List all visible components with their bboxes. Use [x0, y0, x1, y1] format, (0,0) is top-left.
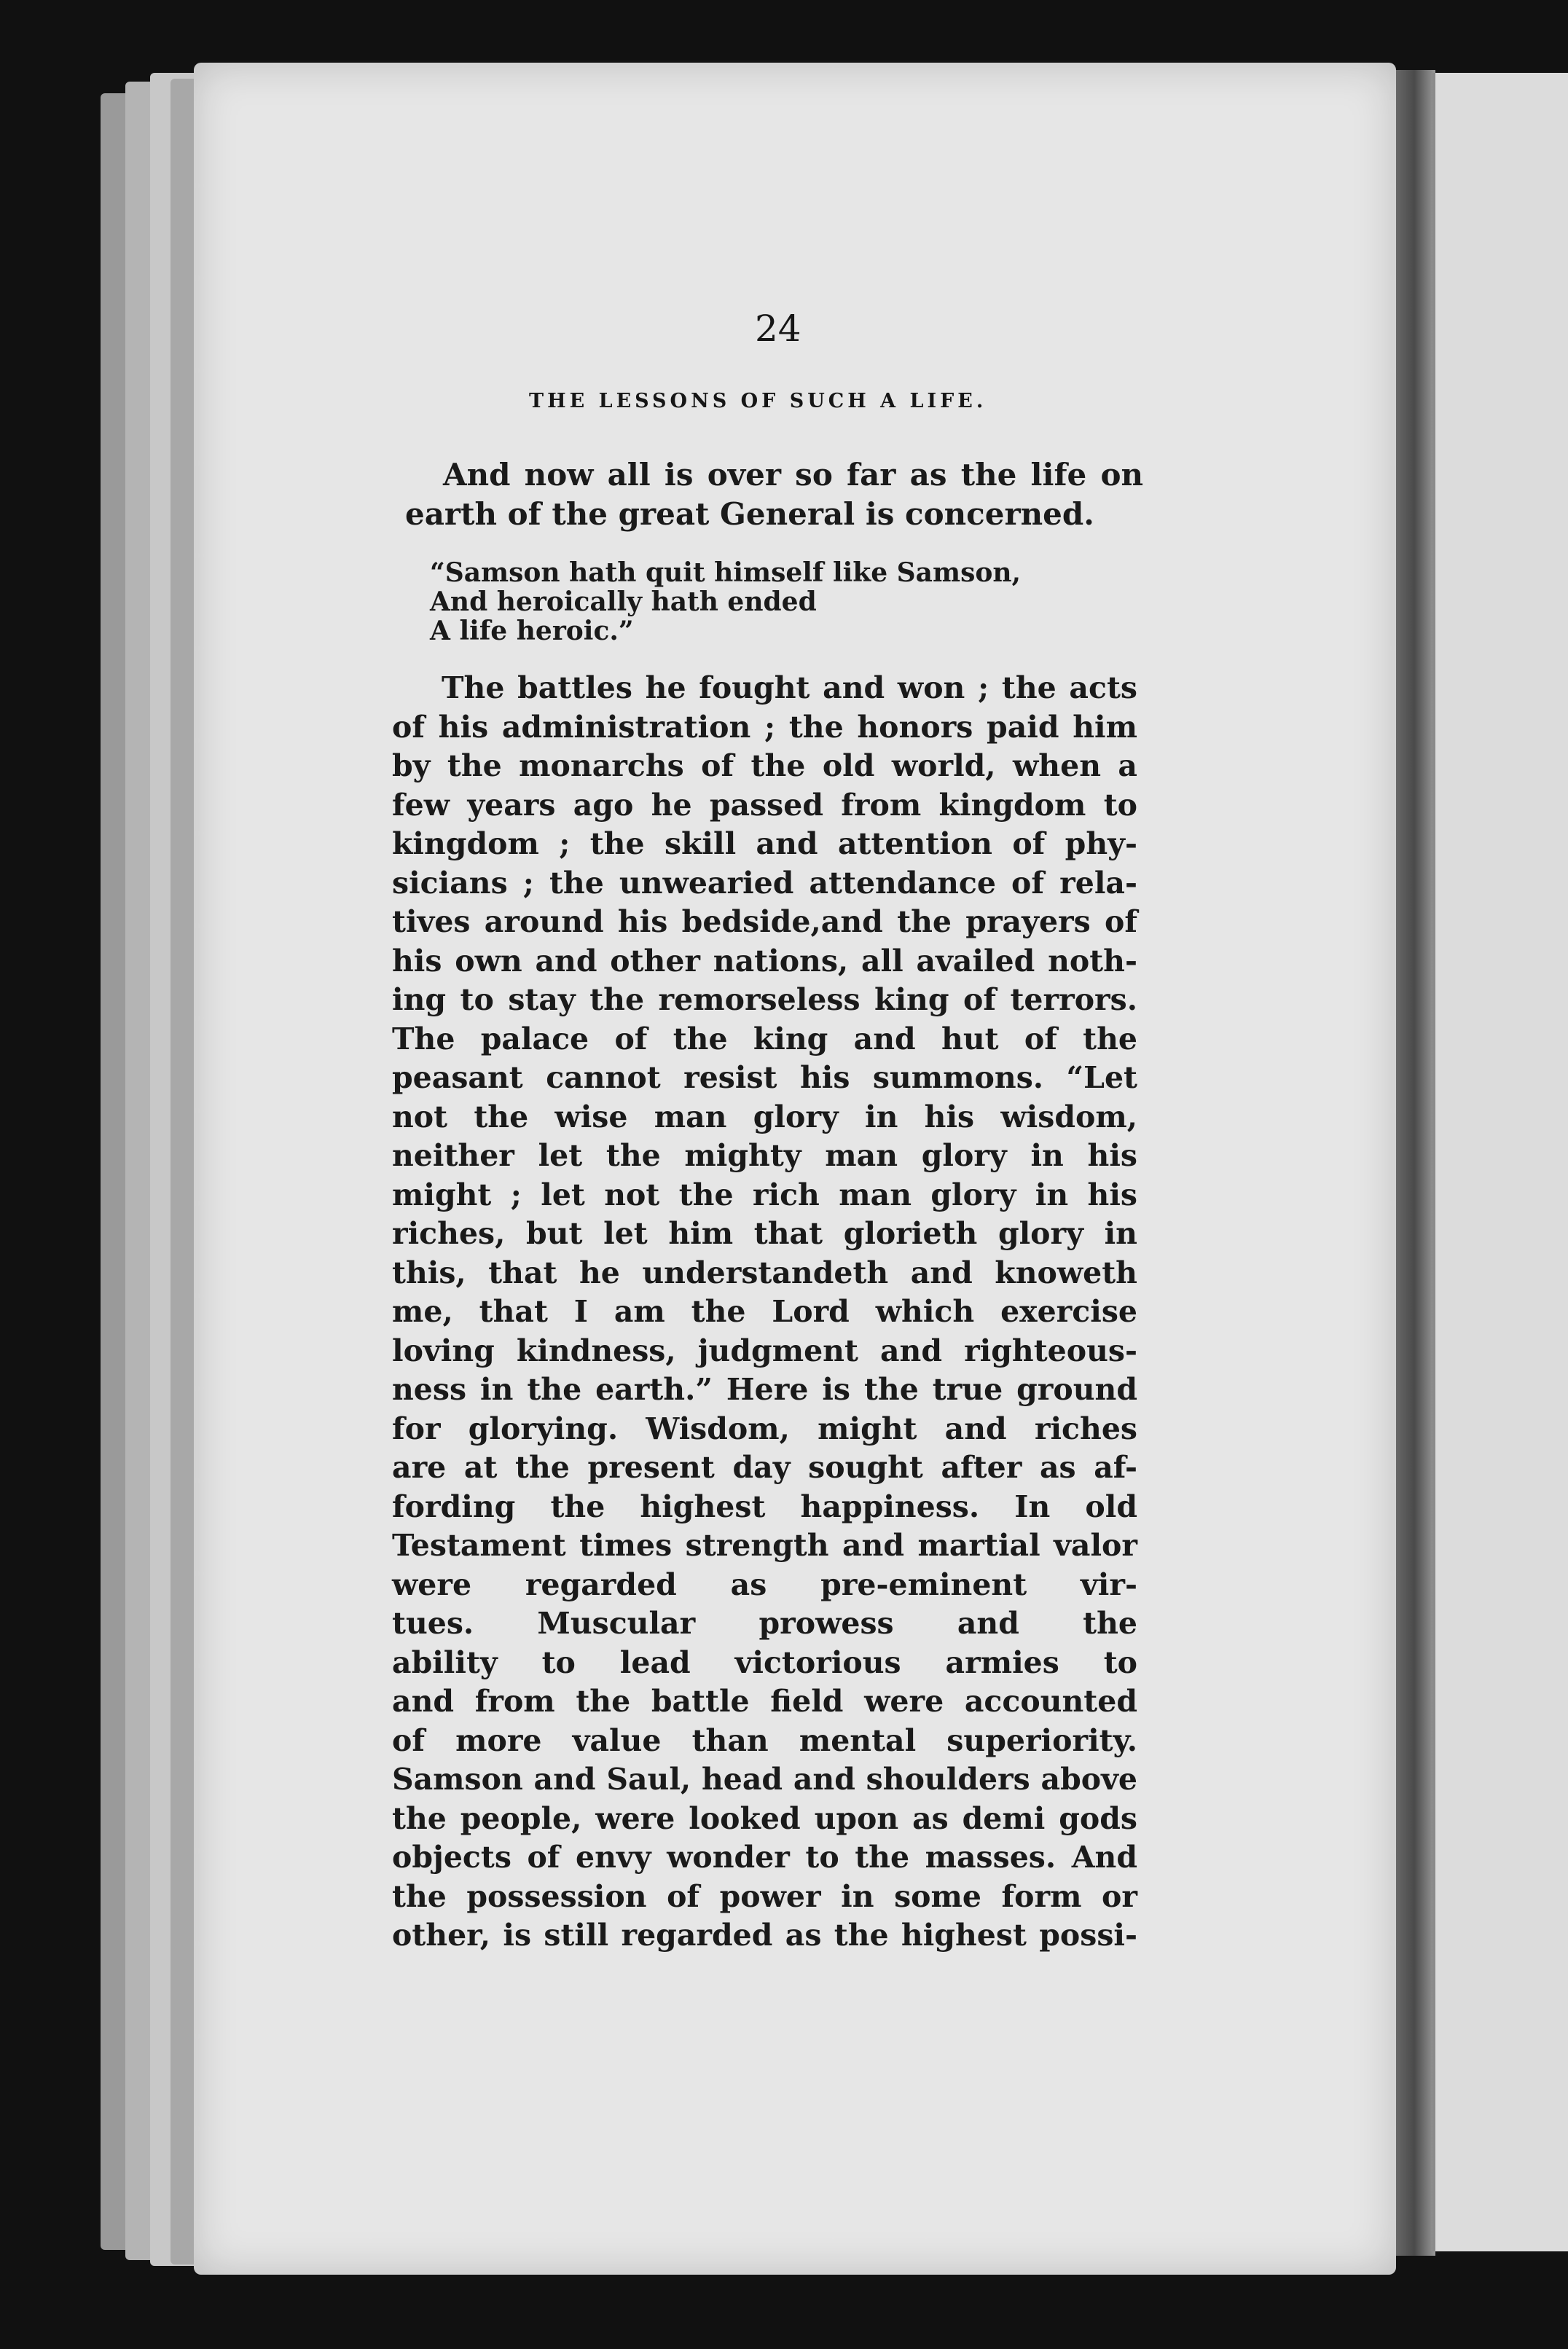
- text-line: other, is still regarded as the highest possi-: [392, 1918, 1137, 1953]
- verse-quote: [430, 558, 1129, 646]
- text-line: might ; let not the rich man glory in his: [392, 1177, 1137, 1212]
- text-line: neither let the mighty man glory in his: [392, 1138, 1137, 1173]
- text-line: and from the battle field were accounted: [392, 1684, 1137, 1719]
- text-line: sicians ; the unwearied attendance of rela-: [392, 865, 1137, 901]
- text-line: are at the present day sought after as af-: [392, 1450, 1137, 1485]
- text-line: of more value than mental superiority.: [392, 1722, 1137, 1758]
- intro-paragraph: [405, 455, 1143, 534]
- page-number: 24: [755, 307, 801, 350]
- text-line: not the wise man glory in his wisdom,: [392, 1099, 1137, 1134]
- page-heading: THE LESSONS OF SUCH A LIFE.: [529, 390, 987, 412]
- text-line: ing to stay the remorseless king of terrors.: [392, 982, 1137, 1017]
- text-line: for glorying. Wisdom, might and riches: [392, 1411, 1137, 1446]
- text-line: ability to lead victorious armies to: [392, 1644, 1137, 1680]
- text-line: his own and other nations, all availed noth-: [392, 943, 1137, 979]
- text-line: few years ago he passed from kingdom to: [392, 787, 1137, 823]
- text-line: were regarded as pre-eminent vir-: [392, 1566, 1137, 1602]
- text-line: of his administration ; the honors paid him: [392, 709, 1137, 745]
- quote-line: “Samson hath quit himself like Samson,: [430, 557, 1022, 588]
- text-line: Samson and Saul, head and shoulders above: [392, 1762, 1137, 1797]
- text-line: And now all is over so far as the life on: [443, 457, 1143, 493]
- text-line: peasant cannot resist his summons. “Let: [392, 1060, 1137, 1095]
- text-line: the possession of power in some form or: [392, 1878, 1137, 1914]
- quote-line: A life heroic.”: [430, 616, 634, 646]
- text-line: me, that I am the Lord which exercise: [392, 1294, 1137, 1329]
- text-line: Testament times strength and martial valor: [392, 1528, 1137, 1563]
- text-line: by the monarchs of the old world, when a: [392, 748, 1137, 783]
- text-line: tues. Muscular prowess and the: [392, 1606, 1137, 1641]
- facing-page-edge: [1432, 73, 1568, 2251]
- text-line: this, that he understandeth and knoweth: [392, 1255, 1137, 1290]
- text-line: The palace of the king and hut of the: [392, 1021, 1137, 1056]
- text-line: fording the highest happiness. In old: [392, 1489, 1137, 1524]
- body-paragraph: [392, 669, 1137, 1956]
- text-line: riches, but let him that glorieth glory in: [392, 1216, 1137, 1251]
- text-line: objects of envy wonder to the masses. And: [392, 1840, 1137, 1875]
- text-line: the people, were looked upon as demi gods: [392, 1800, 1137, 1836]
- text-line: The battles he fought and won ; the acts: [442, 670, 1137, 705]
- quote-line: And heroically hath ended: [430, 587, 817, 617]
- text-line: loving kindness, judgment and righteous-: [392, 1333, 1137, 1368]
- text-line: ness in the earth.” Here is the true ground: [392, 1372, 1137, 1407]
- text-line: kingdom ; the skill and attention of phy-: [392, 826, 1137, 861]
- text-line: tives around his bedside,and the prayers of: [392, 904, 1137, 939]
- text-line: earth of the great General is concerned.: [405, 496, 1094, 532]
